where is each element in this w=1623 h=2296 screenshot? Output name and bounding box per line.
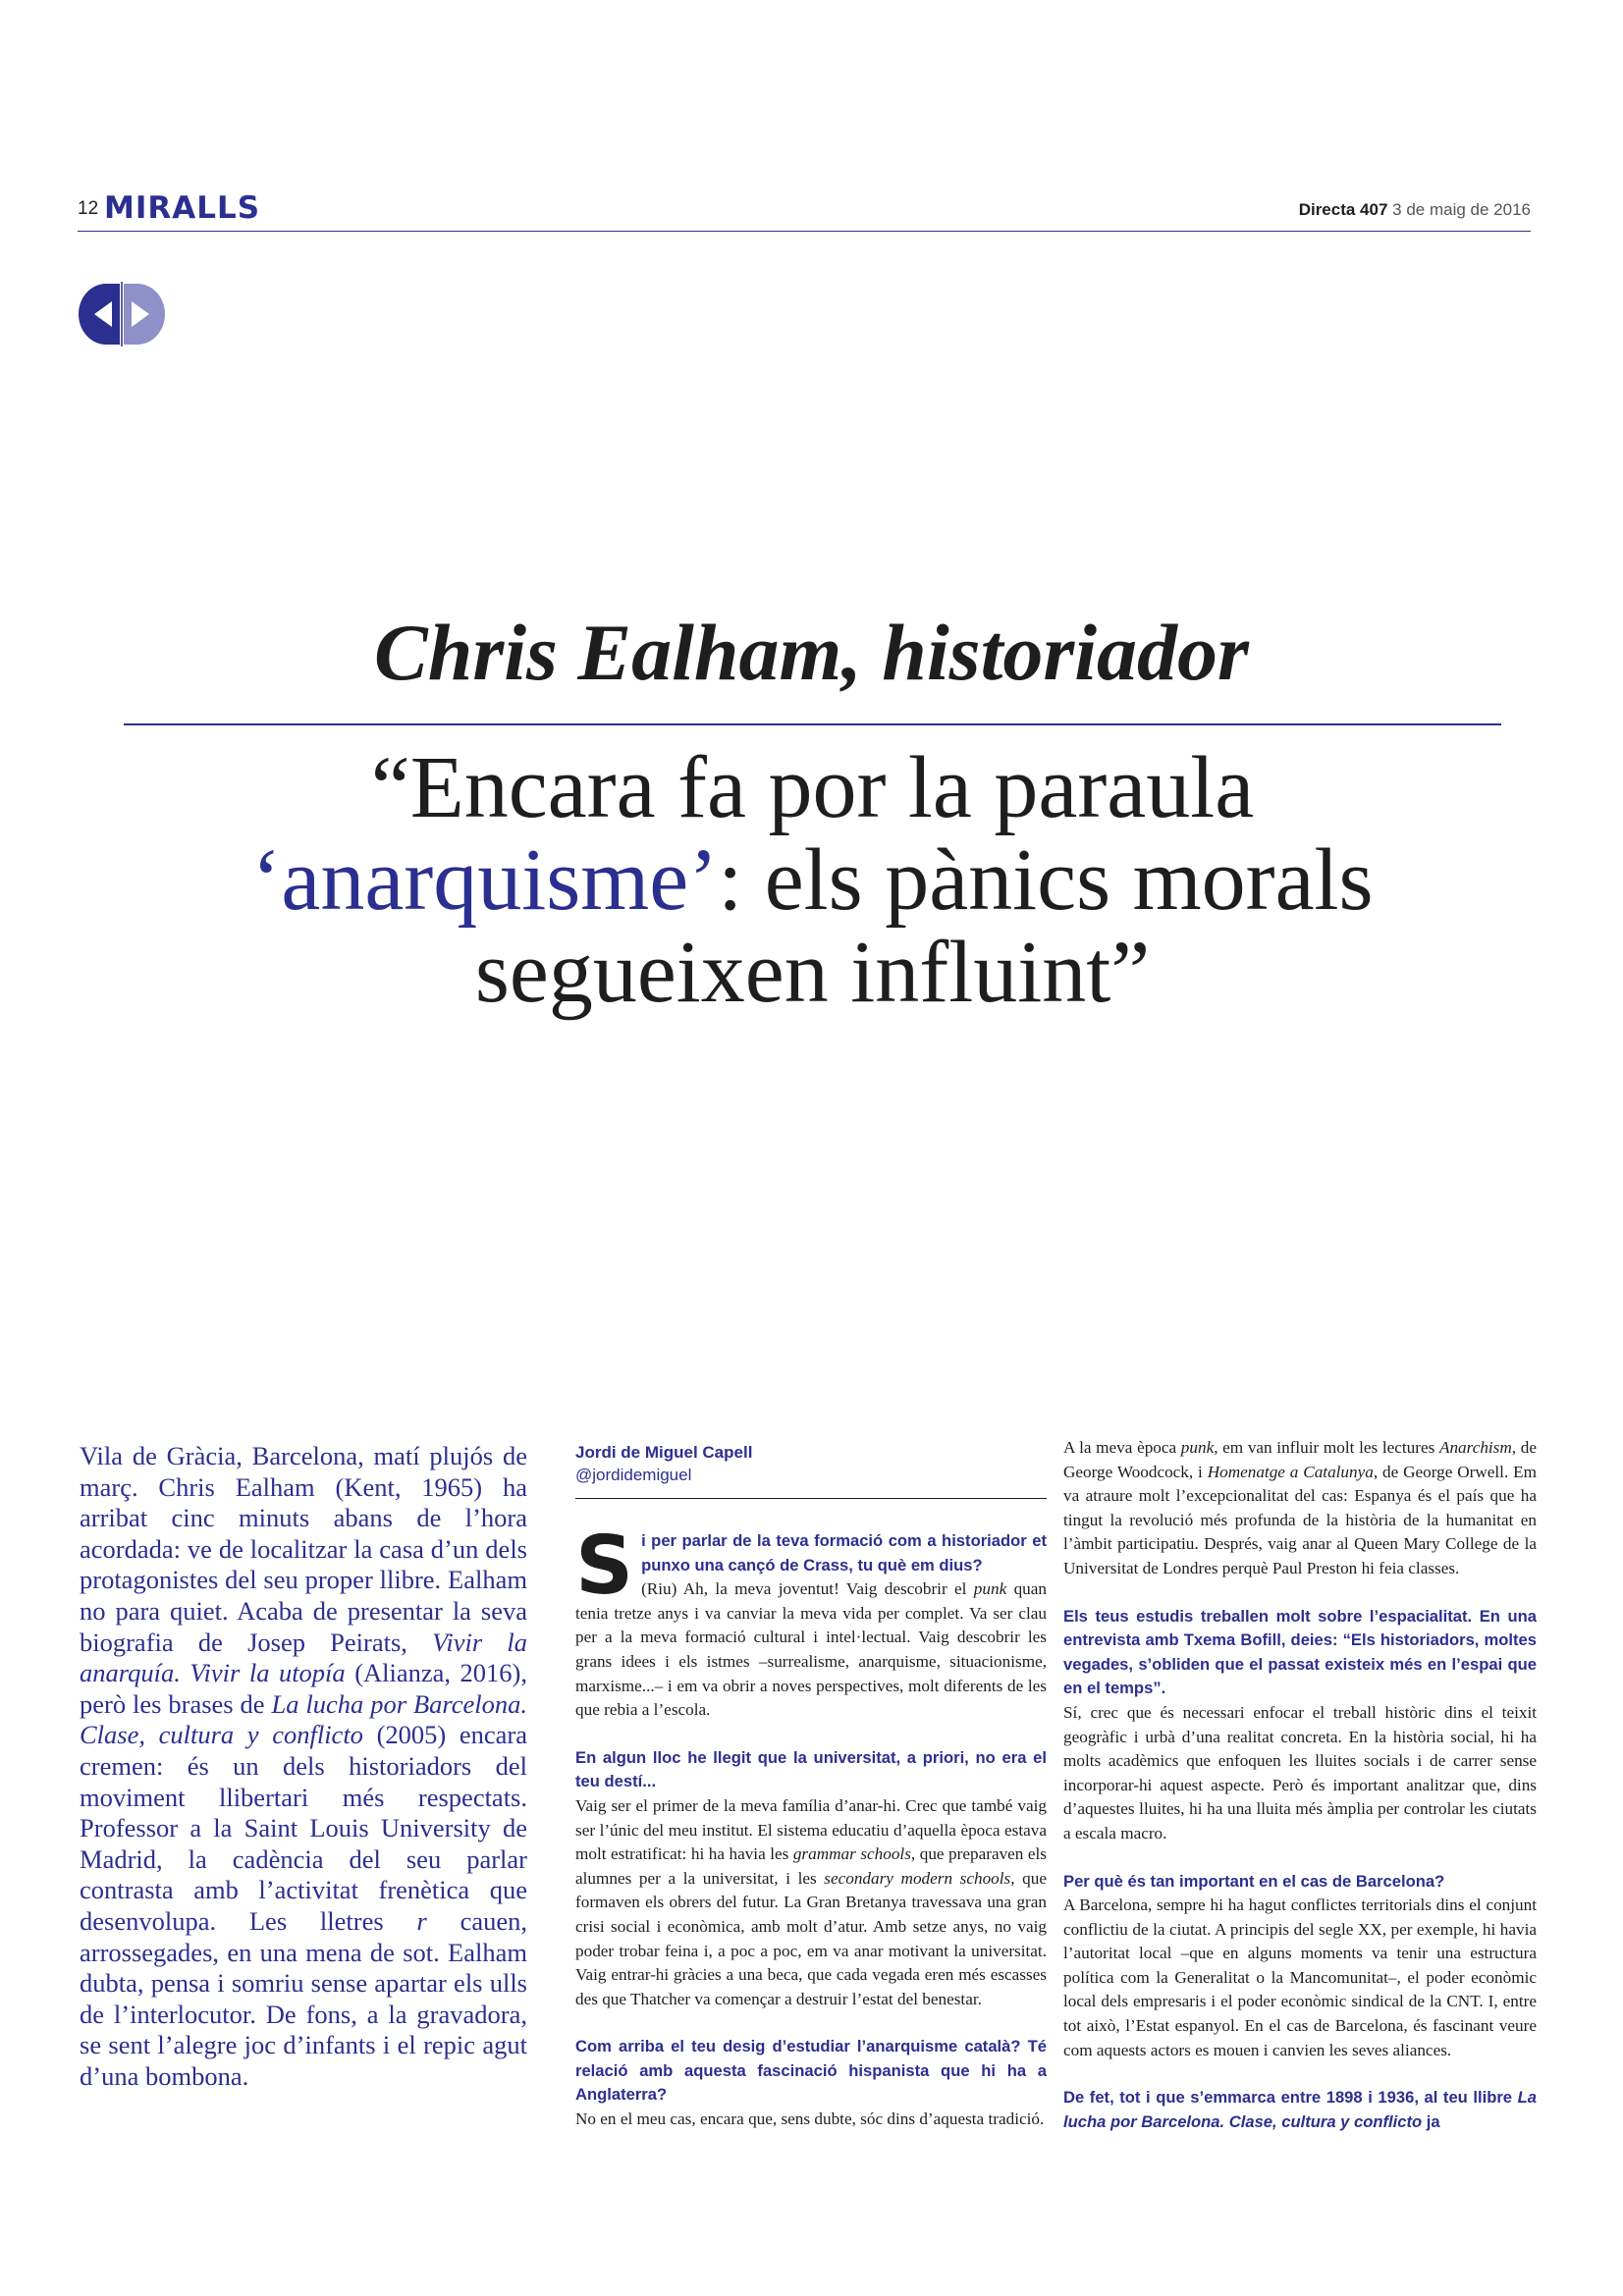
answer-italic: punk (1180, 1438, 1215, 1457)
headline-line-1: “Encara fa por la paraula (370, 739, 1255, 836)
section-title: MIRALLS (104, 190, 261, 226)
intro-text: cauen, arrossegades, en una mena de sot. Ealham dubta, pensa i somriu sense apartar els ulls de l’interlocutor. De fons, a la gravadora, se sent l’alegre joc d’infants i el repic agut d’una bombona. (80, 1905, 527, 2091)
intro-text: (Alianza, 2016), però les brases de (80, 1658, 527, 1719)
answer-text: , que formaven els obrers del futur. La Gran Bretanya travessava una gran crisi social i econòmica, amb molt d’atur. Amb setze anys, no vaig poder trobar feina i, a poc a poc, em va anar motivant la universitat. Vaig entrar-hi gràcies a una beca, que cada vegada eren més escasses des que Thatcher va començar a destruir l’estat del benestar. (575, 1868, 1047, 2008)
headline-accent-word: ‘anarquisme’ (251, 831, 719, 929)
question-text: ja (1422, 2111, 1440, 2131)
interview-answer (1063, 1436, 1537, 1581)
answer-text: , de George Orwell. Em va atraure molt l’excepcionalitat del cas: Espanya és el país que ha tingut la revolució més profunda de la història de la humanitat en l’àmbit participatiu. Després, vaig anar al Queen Mary College de la Universitat de Londres perquè Paul Preston hi feia classes. (1063, 1462, 1537, 1577)
drop-cap: S (575, 1520, 634, 1613)
interview-answer: Sí, crec que és necessari enfocar el treball històric dins el teixit geogràfic i urbà d’una realitat concreta. En la història social, hi ha molts acadèmics que enfoquen les lluites socials i de carrer sense incorporar-hi aquest aspecte. Però és important analitzar que, dins d’aquestes lluites, hi ha una lluita més àmplia per controlar les ciutats a escala macro. (1063, 1702, 1537, 1842)
interview-answer (575, 1794, 1047, 2011)
author-name: Jordi de Miguel Capell (575, 1443, 753, 1462)
interview-answer: No en el meu cas, encara que, sens dubte, sóc dins d’aquesta tradició. (575, 2109, 1045, 2129)
kicker-title: Chris Ealham, historiador (374, 608, 1249, 697)
answer-text: , em van influir molt les lectures (1214, 1438, 1439, 1457)
headline-line-3: segueixen influint” (474, 924, 1151, 1021)
book-title: Vivir la anarquía. Vivir la utopía (80, 1627, 527, 1688)
answer-text: Vaig ser el primer de la meva família d’anar-hi. Crec que també vaig ser l’únic del meu institut. El sistema educatiu d’aquella època estava molt estratificat: hi ha havia les (575, 1795, 1047, 1864)
answer-italic: punk (973, 1579, 1007, 1599)
answer-text: (Riu) Ah, la meva joventut! Vaig descobrir el (641, 1579, 974, 1599)
answer-text: , que preparaven els alumnes per a la universitat, i les (575, 1844, 1048, 1888)
body-column (1063, 1436, 1537, 2134)
answer-italic: secondary modern schools (824, 1868, 1011, 1888)
question-text: De fet, tot i que s’emmarca entre 1898 i 1936, al teu llibre (1063, 2088, 1518, 2108)
interview-question: Per què és tan important en el cas de Barcelona? (1063, 1871, 1445, 1891)
author-handle: @jordidemiguel (575, 1466, 692, 1484)
interview-answer: A Barcelona, sempre hi ha hagut conflictes territorials dins el conjunt conflictiu de la ciutat. A principis del segle XX, per exemple, hi havia l’autoritat local –que en alguns moments va tenir una estructura política com la Generalitat o la Mancomunitat–, el poder econòmic local dels empresaris i el poder econòmic sindical de la CNT. I, entre tot això, l’Estat espanyol. En el cas de Barcelona, és fascinant veure com aquests actors es mouen i canvien les seves aliances. (1063, 1896, 1537, 2059)
answer-text: A la meva època (1063, 1438, 1181, 1457)
interview-question: Els teus estudis treballen molt sobre l’espacialitat. En una entrevista amb Txema Bofill, deies: “Els historiadors, moltes vegades, s’obliden que el passat existeix més en l’espai que en el temps”. (1063, 1606, 1537, 1698)
intro-text: Vila de Gràcia, Barcelona, matí plujós de març. Chris Ealham (Kent, 1965) ha arribat cinc minuts abans de l’hora acordada: ve de localitzar la casa d’un dels protagonistes del seu proper llibre. Ealham no para quiet. Acaba de presentar la seva biografia de Josep Peirats, (80, 1441, 527, 1657)
publication-name: Directa 407 (1298, 200, 1388, 219)
headline (124, 739, 1501, 1021)
question-text: i per parlar de la teva formació com a historiador et punxo una cançó de Crass, tu què em dius? (641, 1531, 1047, 1575)
book-title: La lucha por Barcelona. Clase, cultura y conflicto (80, 1688, 527, 1750)
title-divider (124, 723, 1501, 725)
headline-line-2: : els pànics morals (718, 831, 1374, 929)
left-right-arrows-icon (79, 282, 165, 347)
intro-italic: r (416, 1905, 427, 1936)
issue-date: 3 de maig de 2016 (1392, 200, 1531, 219)
answer-text: , de George Woodcock, i (1063, 1438, 1537, 1481)
intro-paragraph (80, 1441, 527, 2092)
interview-question (1063, 2086, 1537, 2134)
header-divider (78, 231, 1531, 232)
byline-divider (575, 1498, 1047, 1499)
question-italic: La lucha por Barcelona. Clase, cultura y conflicto (1063, 2088, 1537, 2131)
answer-italic: grammar schools (792, 1844, 911, 1864)
issue-info (1299, 200, 1531, 220)
body-column (575, 1520, 1048, 2132)
answer-text: quan tenia tretze anys i va canviar la meva vida per complet. Va ser clau per a la meva formació cultural i intel·lectual. Vaig descobrir les grans idees i els istmes –surrealisme, anarquisme, situacionisme, marxisme...– i em va obrir a noves perspectives, molt diferents de les que rebia a l’escola. (575, 1579, 1047, 1720)
answer-italic: Homenatge a Catalunya (1207, 1462, 1374, 1481)
interview-question: En algun lloc he llegit que la universitat, a priori, no era el teu destí... (575, 1747, 1047, 1791)
intro-text: (2005) encara cremen: és un dels historiadors del moviment llibertari més respectats. Professor a la Saint Louis University de Madrid, la cadència del seu parlar contrasta amb l’activitat frenètica que desenvolupa. Les lletres (80, 1720, 527, 1936)
answer-italic: Anarchism (1438, 1438, 1512, 1457)
interview-question: Com arriba el teu desig d’estudiar l’anarquisme català? Té relació amb aquesta fascinació hispanista que hi ha a Anglaterra? (575, 2037, 1047, 2105)
interview-answer (575, 1577, 1047, 1723)
page-number: 12 (78, 198, 99, 219)
